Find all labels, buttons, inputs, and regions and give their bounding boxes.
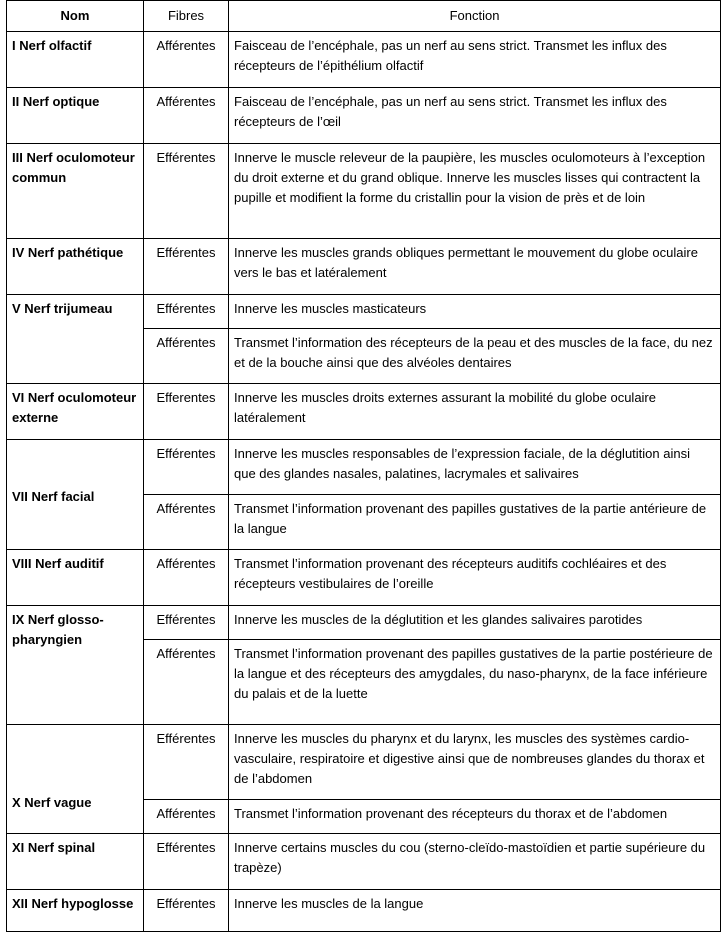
table-row (7, 88, 721, 144)
nerve-function: Transmet l’information provenant des papilles gustatives de la partie postérieure de la langue et des récepteurs des amygdales, du naso-pharynx, de la face inférieure du palais et de la luette (229, 640, 721, 725)
cranial-nerves-table (6, 0, 721, 932)
nerve-function: Transmet l’information provenant des papilles gustatives de la partie antérieure de la langue (229, 495, 721, 550)
nerve-function: Innerve les muscles de la déglutition et les glandes salivaires parotides (229, 606, 721, 640)
nerve-function: Faisceau de l’encéphale, pas un nerf au sens strict. Transmet les influx des récepteurs de l’œil (229, 88, 721, 144)
fiber-type: Efférentes (144, 239, 229, 295)
table-row (7, 834, 721, 890)
table-row (7, 144, 721, 239)
fiber-type: Efférentes (144, 144, 229, 239)
fiber-type: Efférentes (144, 440, 229, 495)
nerve-name: VI Nerf oculomoteur externe (7, 384, 144, 440)
table-row (7, 890, 721, 932)
fiber-type: Afférentes (144, 495, 229, 550)
fiber-type: Afférentes (144, 550, 229, 606)
fiber-type: Afférentes (144, 88, 229, 144)
nerve-function: Innerve les muscles du pharynx et du larynx, les muscles des systèmes cardio-vasculaire, respiratoire et digestive ainsi que de nombreuses glandes du thorax et de l’abdomen (229, 725, 721, 800)
table-row (7, 384, 721, 440)
table-row (7, 32, 721, 88)
nerve-name: X Nerf vague (7, 725, 144, 834)
nerve-name: XII Nerf hypoglosse (7, 890, 144, 932)
nerve-name: IV Nerf pathétique (7, 239, 144, 295)
nerve-function: Innerve les muscles droits externes assurant la mobilité du globe oculaire latéralement (229, 384, 721, 440)
nerve-name: VIII Nerf auditif (7, 550, 144, 606)
nerve-function: Innerve les muscles grands obliques permettant le mouvement du globe oculaire vers le bas et latéralement (229, 239, 721, 295)
nerve-function: Innerve les muscles masticateurs (229, 295, 721, 329)
nerve-name: III Nerf oculomoteur commun (7, 144, 144, 239)
nerve-name: I Nerf olfactif (7, 32, 144, 88)
nerve-name: IX Nerf glosso-pharyngien (7, 606, 144, 725)
table-row (7, 550, 721, 606)
nerve-function: Transmet l’information provenant des récepteurs auditifs cochléaires et des récepteurs vestibulaires de l’oreille (229, 550, 721, 606)
fiber-type: Efférentes (144, 834, 229, 890)
fiber-type: Afférentes (144, 32, 229, 88)
table-row (7, 725, 721, 800)
header-fibres: Fibres (144, 1, 229, 32)
nerve-function: Faisceau de l’encéphale, pas un nerf au sens strict. Transmet les influx des récepteurs de l’épithélium olfactif (229, 32, 721, 88)
table-row (7, 606, 721, 640)
fiber-type: Efférentes (144, 890, 229, 932)
table-row (7, 239, 721, 295)
header-nom: Nom (7, 1, 144, 32)
fiber-type: Afférentes (144, 329, 229, 384)
fiber-type: Efférentes (144, 725, 229, 800)
fiber-type: Efférentes (144, 606, 229, 640)
fiber-type: Afférentes (144, 640, 229, 725)
fiber-type: Afférentes (144, 800, 229, 834)
nerve-function: Innerve les muscles de la langue (229, 890, 721, 932)
header-row (7, 1, 721, 32)
nerve-function: Innerve certains muscles du cou (sterno-cleïdo-mastoïdien et partie supérieure du trapèze) (229, 834, 721, 890)
nerve-name: VII Nerf facial (7, 440, 144, 550)
nerve-function: Innerve les muscles responsables de l’expression faciale, de la déglutition ainsi que des glandes nasales, palatines, lacrymales et salivaires (229, 440, 721, 495)
fiber-type: Efférentes (144, 295, 229, 329)
nerve-name: XI Nerf spinal (7, 834, 144, 890)
nerve-name: II Nerf optique (7, 88, 144, 144)
nerve-name: V Nerf trijumeau (7, 295, 144, 384)
nerve-function: Transmet l’information provenant des récepteurs du thorax et de l’abdomen (229, 800, 721, 834)
nerve-function: Innerve le muscle releveur de la paupière, les muscles oculomoteurs à l’exception du droit externe et du grand oblique. Innerve les muscles lisses qui contractent la pupille et modifient la forme du cristallin pour la vision de près et de loin (229, 144, 721, 239)
header-fonction: Fonction (229, 1, 721, 32)
fiber-type: Efferentes (144, 384, 229, 440)
nerve-function: Transmet l’information des récepteurs de la peau et des muscles de la face, du nez et de la bouche ainsi que des alvéoles dentaires (229, 329, 721, 384)
table-row (7, 295, 721, 329)
table-row (7, 440, 721, 495)
